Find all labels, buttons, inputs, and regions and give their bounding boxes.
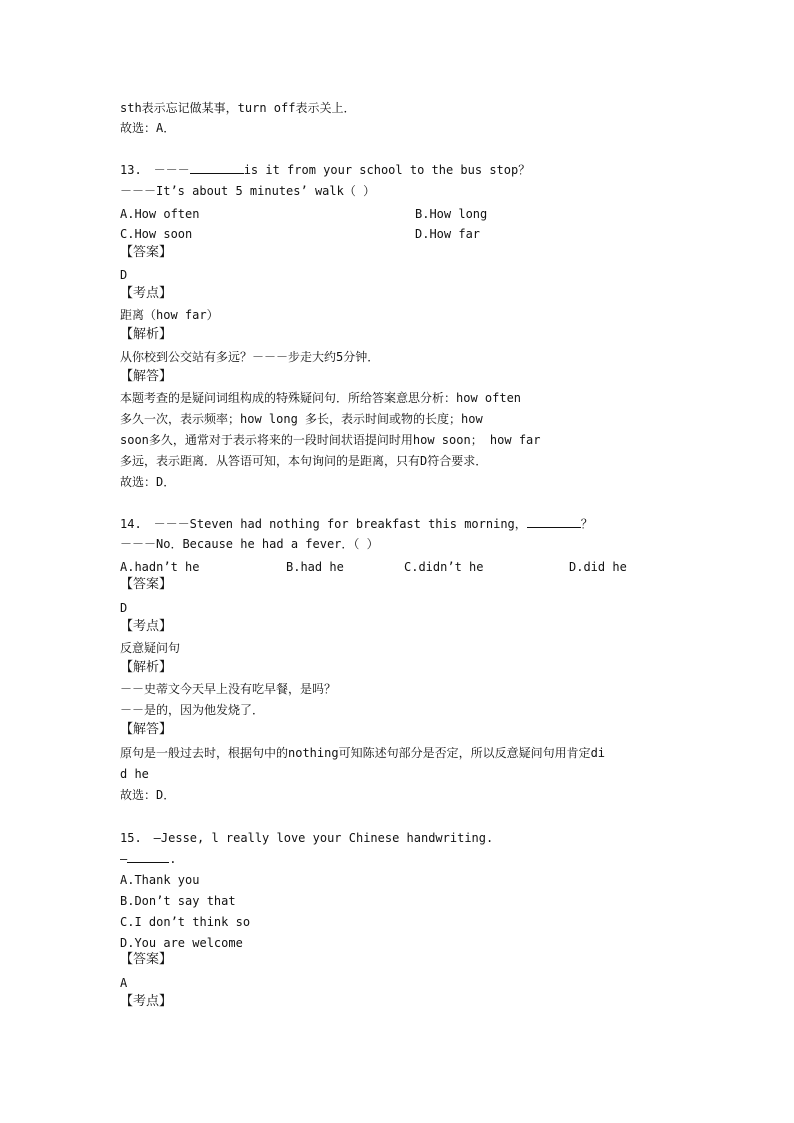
text-line: 故选：A． — [120, 121, 176, 135]
question-13-prefix: 13. －－－ — [120, 163, 190, 177]
answer-heading: 【答案】 — [120, 245, 173, 260]
topic-heading: 【考点】 — [120, 994, 173, 1009]
analysis-heading: 【解析】 — [120, 327, 173, 342]
option-d: D.You are welcome — [120, 936, 243, 950]
option-c: C.How soon — [120, 227, 193, 241]
solution-text: 原句是一般过去时，根据句中的nothing可知陈述句部分是否定，所以反意疑问句用肯定di — [120, 746, 606, 760]
answer-value: A — [120, 976, 128, 990]
answer-heading: 【答案】 — [120, 577, 173, 592]
option-c: C.I don’t think so — [120, 915, 251, 929]
solution-text: 多远，表示距离．从答语可知，本句询问的是距离，只有D符合要求． — [120, 454, 488, 468]
topic-heading: 【考点】 — [120, 286, 173, 301]
question-13-stem — [120, 162, 530, 178]
question-14-stem-text: 14. －－－Steven had nothing for breakfast this morning， — [120, 517, 527, 531]
option-d: D.did he — [569, 560, 627, 574]
selection-text: 故选：D． — [120, 475, 176, 489]
solution-text: 本题考查的是疑问词组构成的特殊疑问句．所给答案意思分析：how often — [120, 391, 522, 405]
selection-text: 故选：D． — [120, 788, 176, 802]
option-b: B.had he — [286, 560, 344, 574]
option-a: A.How often — [120, 207, 200, 221]
question-15-reply-end: . — [169, 852, 177, 866]
answer-value: D — [120, 601, 128, 615]
question-14-reply: －－－No．Because he had a fever．（ ） — [120, 537, 379, 551]
analysis-text: 从你校到公交站有多远？－－－步走大约5分钟． — [120, 350, 380, 364]
question-14-stem — [120, 516, 593, 532]
option-c: C.didn’t he — [404, 560, 484, 574]
analysis-heading: 【解析】 — [120, 660, 173, 675]
answer-blank — [527, 516, 581, 528]
question-13-stem-rest: is it from your school to the bus stop？ — [243, 163, 531, 177]
solution-text: d he — [120, 767, 149, 781]
question-15-reply-prefix: — — [120, 852, 128, 866]
solution-text: soon多久，通常对于表示将来的一段时间状语提问时用how soon； how far — [120, 433, 541, 447]
question-14-stem-end: ？ — [580, 517, 593, 531]
solution-text: 多久一次，表示频率；how long 多长，表示时间或物的长度；how — [120, 412, 483, 426]
topic-text: 反意疑问句 — [120, 641, 181, 655]
text-line: sth表示忘记做某事，turn off表示关上． — [120, 101, 356, 115]
option-b: B.How long — [415, 207, 488, 221]
option-b: B.Don’t say that — [120, 894, 236, 908]
analysis-text: －－史蒂文今天早上没有吃早餐，是吗？ — [120, 682, 337, 696]
question-13-reply: －－－It’s about 5 minutes’ walk（ ） — [120, 184, 376, 198]
question-15-reply — [120, 851, 176, 867]
answer-heading: 【答案】 — [120, 952, 173, 967]
option-a: A.Thank you — [120, 873, 200, 887]
topic-heading: 【考点】 — [120, 619, 173, 634]
topic-text: 距离（how far） — [120, 308, 219, 322]
answer-blank — [127, 851, 169, 863]
analysis-text: －－是的，因为他发烧了． — [120, 703, 265, 717]
option-a: A.hadn’t he — [120, 560, 200, 574]
solution-heading: 【解答】 — [120, 722, 173, 737]
solution-heading: 【解答】 — [120, 369, 173, 384]
answer-blank — [190, 162, 244, 174]
question-15-stem: 15. —Jesse, l really love your Chinese handwriting. — [120, 831, 494, 845]
answer-value: D — [120, 268, 128, 282]
option-d: D.How far — [415, 227, 481, 241]
